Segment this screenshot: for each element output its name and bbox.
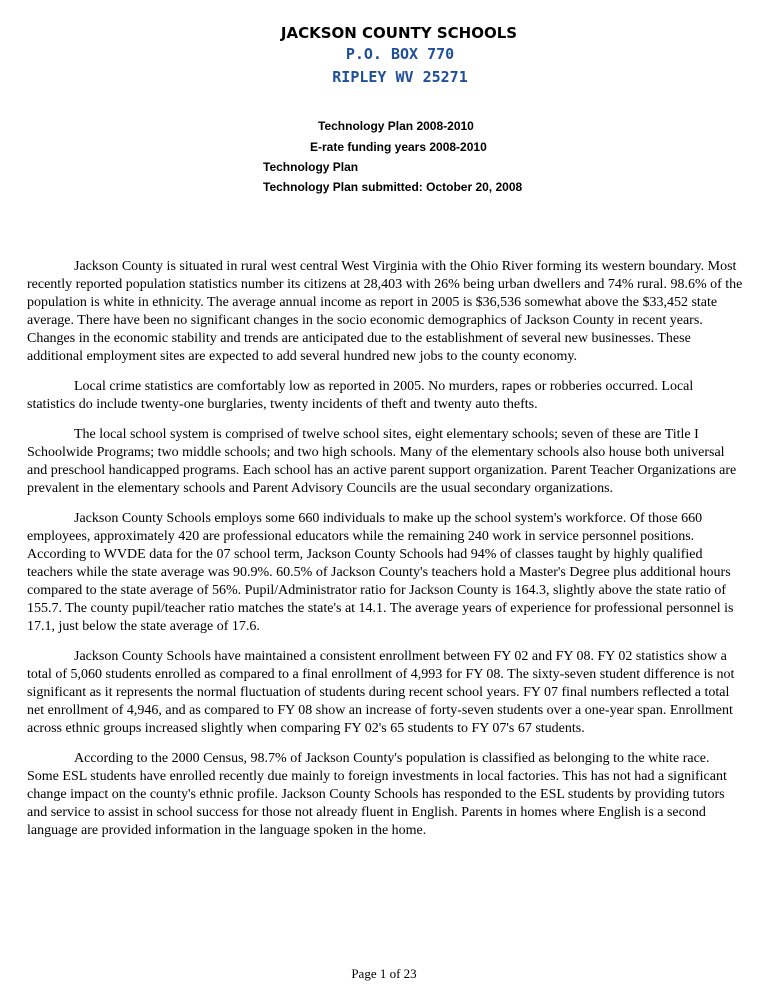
page-number: Page 1 of 23 [351, 966, 417, 981]
paragraph-employees: Jackson County Schools employs some 660 individuals to make up the school system's workforce. Of those 660 employees, approximately 420 are professional educators while the remaining 240 work in service personnel positions. According to WVDE data for the 07 school term, Jackson County Schools had 94% of classes taught by highly qualified teachers while the state average was 90.9%. 60.5% of Jackson County's teachers hold a Master's Degree plus additional hours compared to the state average of 56%. Pupil/Administrator ratio for Jackson County is 164.3, slightly above the state ratio of 155.7. The county pupil/teacher ratio matches the state's at 14.1. The average years of experience for professional personnel is 17.1, just below the state average of 17.6. [27, 511, 734, 634]
paragraph-enrollment: Jackson County Schools have maintained a consistent enrollment between FY 02 and FY 08. FY 02 statistics show a total of 5,060 students enrolled as compared to a final enrollment of 4,993 for FY 08. The sixty-seven student difference is not significant as it represents the normal fluctuation of students during recent school years. FY 07 final numbers reflected a total net enrollment of 4,946, and as compared to FY 08 show an increase of forty-seven students over a one-year span. Enrollment across ethnic groups increased slightly when comparing FY 02's 65 students to FY 07's 67 students. [27, 649, 735, 736]
paragraph-school-system: The local school system is comprised of twelve school sites, eight elementary schools; seven of these are Title I Schoolwide Programs; two middle schools; and two high schools. Many of the elementary schools also house both universal and preschool handicapped programs. Each school has an active parent support organization. Parent Teacher Organizations are prevalent in the elementary schools and Parent Advisory Councils are the usual secondary organizations. [27, 427, 737, 496]
erate-funding-years: E-rate funding years 2008-2010 [310, 140, 487, 154]
address-po-box: P.O. BOX 770 [345, 45, 455, 63]
plan-label: Technology Plan [263, 160, 359, 174]
document-body [27, 258, 743, 852]
address-city-state: RIPLEY WV 25271 [332, 68, 468, 86]
paragraph-census-esl: According to the 2000 Census, 98.7% of Jackson County's population is classified as belonging to the white race. Some ESL students have enrolled recently due mainly to foreign investments in local factories. This has not had a significant change impact on the county's ethnic profile. Jackson County Schools has responded to the ESL students by providing tutors and service to assist in school success for those not already fluent in English. Parents in homes where English is a second language are provided information in the language spoken in the home. [27, 751, 727, 838]
plan-submitted-date: Technology Plan submitted: October 20, 2008 [263, 180, 523, 194]
plan-years: Technology Plan 2008-2010 [318, 119, 474, 133]
paragraph-crime-statistics: Local crime statistics are comfortably low as reported in 2005. No murders, rapes or robberies occurred. Local statistics do include twenty-one burglaries, twenty incidents of theft and twenty auto thefts. [27, 379, 694, 412]
paragraph-demographics: Jackson County is situated in rural west central West Virginia with the Ohio River forming its western boundary. Most recently reported population statistics number its citizens at 28,403 with 26% being urban dwellers and 74% rural. 98.6% of the population is white in ethnicity. The average annual income as report in 2005 is $36,536 somewhat above the $33,452 state average. There have been no significant changes in the socio economic demographics of Jackson County in recent years. Changes in the economic stability and trends are anticipated due to the establishment of several new businesses. These additional employment sites are expected to add several hundred new jobs to the county economy. [27, 259, 743, 364]
organization-name: JACKSON COUNTY SCHOOLS [280, 24, 518, 42]
